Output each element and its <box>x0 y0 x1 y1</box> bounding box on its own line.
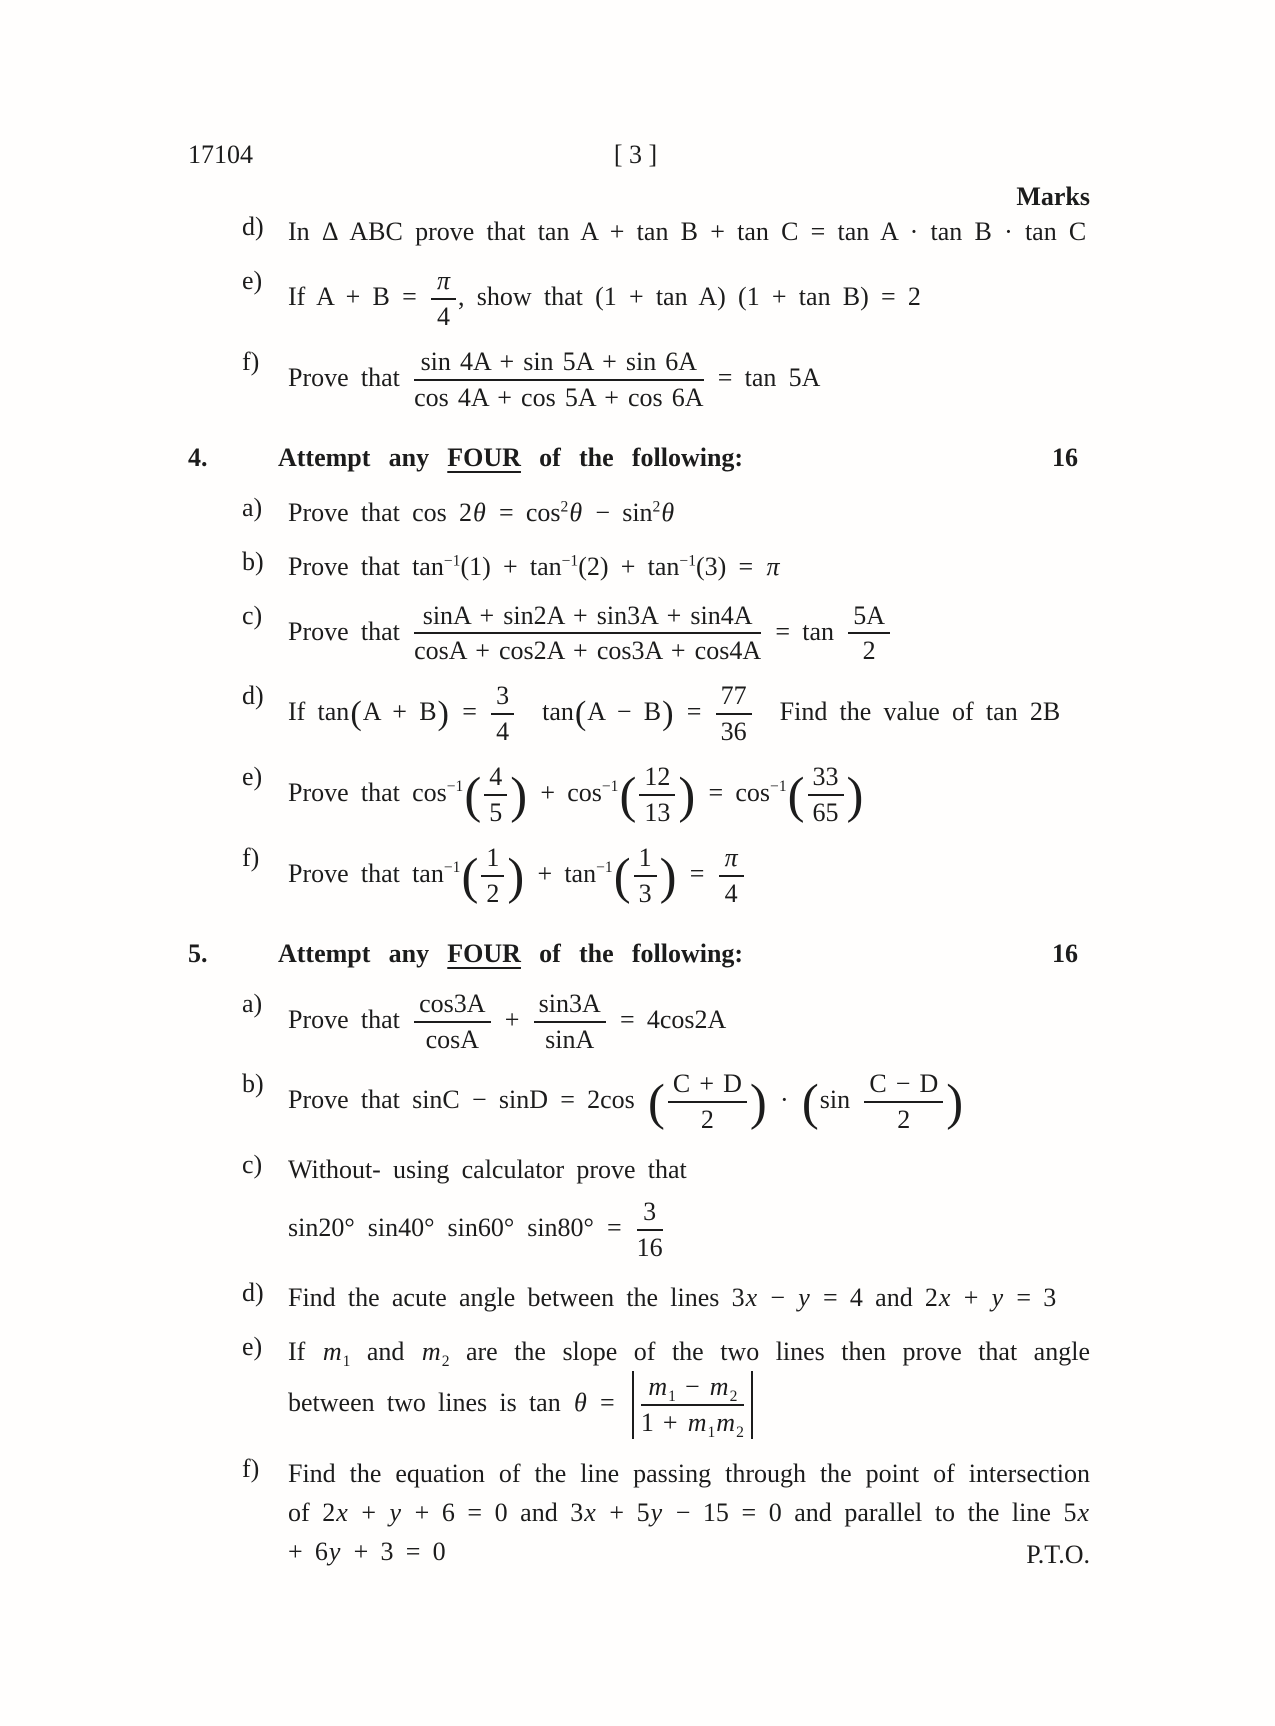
math-line: Prove that sinC − sinD = 2cos ( $\frac{C + D}{2}$ ) · (sin $\frac{C - D}{2}$ ) <box>288 1069 964 1135</box>
question-item <box>188 1069 1090 1135</box>
fraction: $\frac{C + D}{2}$ <box>666 1069 749 1135</box>
question-number: 4. <box>188 442 208 472</box>
math-line: If $m_1$ and $m_2$ are the slope of the two lines then prove that angle between two lines is tan θ = $\frac{m_1 - m_2}{1 + m_1m_2}$ <box>288 1337 1090 1442</box>
item-body <box>288 843 1090 909</box>
item-letter: f) <box>242 1453 260 1483</box>
question-section <box>188 939 1090 1571</box>
item-letter: f) <box>242 842 260 872</box>
item-body <box>288 266 1090 332</box>
math-line: Prove that $\tan^{-1}(1) + \tan^{-1}(2) + \tan^{-1}(3) = \pi$ <box>288 551 780 581</box>
item-letter: d) <box>242 1278 264 1308</box>
item-letter: e) <box>242 1332 263 1362</box>
page-header <box>188 140 1090 176</box>
math-line: If tan(A + B) = $\frac{3}{4}$ tan(A − B) = $\frac{77}{36}$ Find the value of tan 2B <box>288 681 1061 747</box>
fraction: $\frac{33}{65}$ <box>806 762 846 828</box>
question-item <box>188 1150 1090 1263</box>
fraction: $\frac{12}{13}$ <box>637 762 677 828</box>
question-item <box>188 681 1090 747</box>
question-item <box>188 1332 1090 1442</box>
math-line: Prove that $\cos 2\theta = \cos^2\theta - \sin^2\theta$ <box>288 497 675 527</box>
item-letter: e) <box>242 266 263 295</box>
math-line: Prove that $\cos^{-1}$( $\frac{4}{5}$ ) + $\cos^{-1}$( $\frac{12}{13}$ ) = $\cos^{-1}$( $\frac{33}{65}$ ) <box>288 762 864 828</box>
abs-bar <box>632 1371 634 1439</box>
question-item <box>188 989 1090 1055</box>
math-line: sin20° sin40° sin60° sin80° = $\frac{3}{16}$ <box>288 1197 663 1263</box>
item-body <box>288 989 1090 1055</box>
math-line: Prove that $\frac{\sin A + \sin 2A + \sin 3A + \sin 4A}{\cos A + \cos 2A + \cos 3A + \cos 4A}$ = tan $\frac{5A}{2}$ <box>288 601 1090 667</box>
item-letter: f) <box>242 346 260 376</box>
item-letter: b) <box>242 546 264 576</box>
item-body <box>288 681 1090 747</box>
question-section <box>188 212 1090 413</box>
abs-bar <box>751 1371 753 1439</box>
question-item <box>188 547 1090 586</box>
item-body <box>288 493 1090 532</box>
fraction: $\frac{\cos 3A}{\cos A}$ <box>412 989 492 1055</box>
item-letter: c) <box>242 1150 263 1180</box>
fraction: $\frac{1}{3}$ <box>632 843 659 909</box>
question-item <box>188 347 1090 413</box>
math-line: Find the acute angle between the lines 3x − y = 4 and 2x + y = 3 <box>288 1283 1057 1313</box>
item-body <box>288 762 1090 828</box>
math-line: Find the equation of the line passing through the point of intersection of 2x + y + 6 = 0 and 3x + 5y − 15 = 0 and parallel to the line 5x + 6y + 3 = 0 <box>288 1458 1090 1566</box>
fraction: $\frac{\sin A + \sin 2A + \sin 3A + \sin 4A}{\cos A + \cos 2A + \cos 3A + \cos 4A}$ <box>414 600 762 666</box>
item-letter: a) <box>242 988 263 1018</box>
question-item <box>188 762 1090 828</box>
question-heading-row <box>188 443 1090 473</box>
math-line: In Δ ABC prove that tan A + tan B + tan C = tan A · tan B · tan C <box>288 217 1087 246</box>
question-sections <box>188 212 1090 1571</box>
question-heading: Attempt any FOUR of the following: <box>278 442 744 472</box>
fraction: $\frac{m_1 - m_2}{1 + m_1m_2}$ <box>640 1371 744 1442</box>
question-section <box>188 443 1090 909</box>
item-body <box>288 212 1090 251</box>
item-body <box>288 547 1090 586</box>
item-letter: d) <box>242 681 264 711</box>
fraction: $\frac{\pi}{4}$ <box>429 266 458 332</box>
fraction: $\frac{C - D}{2}$ <box>862 1069 945 1135</box>
math-line: Prove that $\tan^{-1}$( $\frac{1}{2}$ ) + $\tan^{-1}$( $\frac{1}{3}$ ) = $\frac{\pi}{4}$ <box>288 843 1090 909</box>
math-line: Prove that $\frac{\sin 4A + \sin 5A + \sin 6A}{\cos 4A + \cos 5A + \cos 6A}$ = tan 5A <box>288 346 821 412</box>
math-line: Without- using calculator prove that <box>288 1155 687 1185</box>
item-letter: b) <box>242 1069 264 1099</box>
item-body <box>288 1150 1090 1263</box>
page-content <box>188 140 1090 1586</box>
fraction: $\frac{3}{4}$ <box>489 681 516 747</box>
marks-value: 16 <box>1052 938 1078 968</box>
fraction: $\frac{\pi}{4}$ <box>717 843 746 909</box>
math-line: If A + B = $\frac{\pi}{4}$ , show that (1 + tan A) (1 + tan B) = 2 <box>288 266 921 331</box>
item-body <box>288 601 1090 667</box>
question-item <box>188 601 1090 667</box>
question-item <box>188 843 1090 909</box>
marks-value: 16 <box>1052 442 1078 472</box>
item-letter: a) <box>242 492 263 522</box>
fraction: $\frac{77}{36}$ <box>714 681 754 747</box>
question-item <box>188 1278 1090 1317</box>
fraction: $\frac{\sin 3A}{\sin A}$ <box>532 989 608 1055</box>
fraction: $\frac{4}{5}$ <box>482 762 509 828</box>
item-body <box>288 1278 1090 1317</box>
item-letter: c) <box>242 600 263 630</box>
item-letter: e) <box>242 762 263 792</box>
page-number: [ 3 ] <box>613 140 658 169</box>
item-body <box>288 1332 1090 1442</box>
question-item <box>188 493 1090 532</box>
pto-label: P.T.O. <box>1026 1540 1090 1569</box>
fraction: $\frac{\sin 4A + \sin 5A + \sin 6A}{\cos 4A + \cos 5A + \cos 6A}$ <box>414 346 704 412</box>
item-body <box>288 1069 1090 1135</box>
fraction: $\frac{5A}{2}$ <box>846 601 892 667</box>
fraction: $\frac{1}{2}$ <box>479 843 506 909</box>
math-line: Prove that $\frac{\cos 3A}{\cos A}$ + $\frac{\sin 3A}{\sin A}$ = 4cos2A <box>288 988 727 1054</box>
question-number: 5. <box>188 938 208 968</box>
marks-column-label: Marks <box>1016 182 1090 211</box>
paper-code: 17104 <box>188 140 253 169</box>
question-item <box>188 212 1090 251</box>
fraction: $\frac{3}{16}$ <box>636 1197 663 1263</box>
item-letter: d) <box>242 212 264 241</box>
item-body <box>288 347 1090 413</box>
question-heading: Attempt any FOUR of the following: <box>278 938 744 968</box>
question-heading-row <box>188 939 1090 969</box>
question-item <box>188 266 1090 332</box>
